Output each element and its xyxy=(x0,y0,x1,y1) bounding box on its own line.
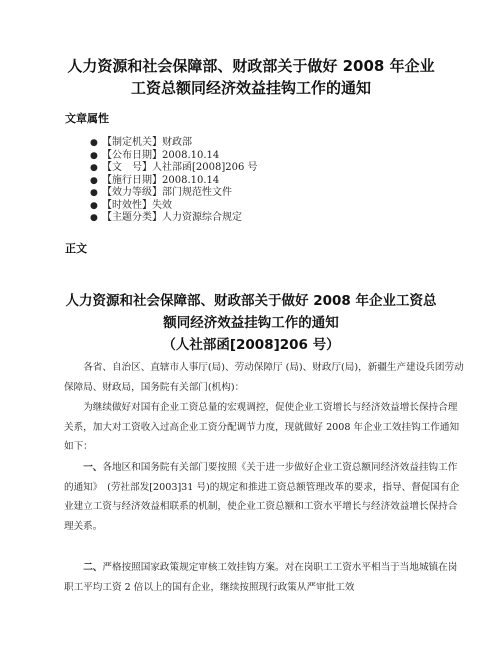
paragraph-1: 各省、自治区、直辖市人事厅(局)、劳动保障厅 (局)、财政厅(局)，新疆生产建设兵团劳动保障局、财政局，国务院有关部门(机构)： xyxy=(64,362,464,393)
body-title-line-1: 人力资源和社会保障部、财政部关于做好 2008 年企业工资总 xyxy=(65,293,437,309)
body-title-line-2: 额同经济效益挂钩工作的通知 xyxy=(163,315,339,331)
attribute-item: ● 【公布日期】2008.10.14 xyxy=(90,149,220,161)
paragraph-4-lead: 二、 xyxy=(83,562,103,573)
bullet-icon: ● xyxy=(90,213,98,223)
paragraph-3-lead: 一、 xyxy=(83,462,103,473)
bullet-icon: ● xyxy=(90,163,98,173)
bullet-icon: ● xyxy=(90,138,98,148)
body-title xyxy=(40,290,462,356)
paragraph-2: 为继续做好对国有企业工资总量的宏观调控，促使企业工资增长与经济效益增长保持合理关系，加大对工资收入过高企业工资分配调节力度，现就做好 2008 年企业工效挂钩工作通知如下： xyxy=(64,402,460,453)
body-title-line-3: （人社部函[2008]206 号） xyxy=(162,337,340,353)
body-heading: 正文 xyxy=(65,242,87,255)
attribute-item: ● 【制定机关】财政部 xyxy=(90,137,192,148)
bullet-icon: ● xyxy=(90,175,98,186)
title-line-1: 人力资源和社会保障部、财政部关于做好 2008 年企业 xyxy=(67,57,435,75)
attribute-item: ● 【施行日期】2008.10.14 xyxy=(90,174,220,186)
title-line-2: 工资总额同经济效益挂钩工作的通知 xyxy=(130,79,371,97)
attribute-item: ● 【主题分类】人力资源综合规定 xyxy=(90,212,242,223)
bullet-icon: ● xyxy=(90,188,98,198)
attribute-item: ● 【文 号】人社部函[2008]206 号 xyxy=(90,162,258,173)
bullet-icon: ● xyxy=(90,150,98,161)
bullet-icon: ● xyxy=(90,200,98,211)
attributes-list xyxy=(90,137,258,225)
paragraph-4: 二、严格按照国家政策规定审核工效挂钩方案。对在岗职工工资水平相当于当地城镇在岗职工平均工资 2 倍以上的国有企业，继续按照现行政策从严审批工效 xyxy=(64,562,458,593)
paragraph-3: 一、各地区和国务院有关部门要按照《关于进一步做好企业工资总额同经济效益挂钩工作的通知》 (劳社部发[2003]31 号)的规定和推进工资总额管理改革的要求，指导、督促国有企业建立工资与经济效益相联系的机制，使企业工资总额和工资水平增长与经济效益增长保持合理关系。 xyxy=(64,462,460,532)
attribute-item: ● 【时效性】失效 xyxy=(90,199,172,211)
document-title xyxy=(40,55,462,99)
attributes-heading: 文章属性 xyxy=(65,112,109,125)
attribute-item: ● 【效力等级】部门规范性文件 xyxy=(90,187,232,198)
